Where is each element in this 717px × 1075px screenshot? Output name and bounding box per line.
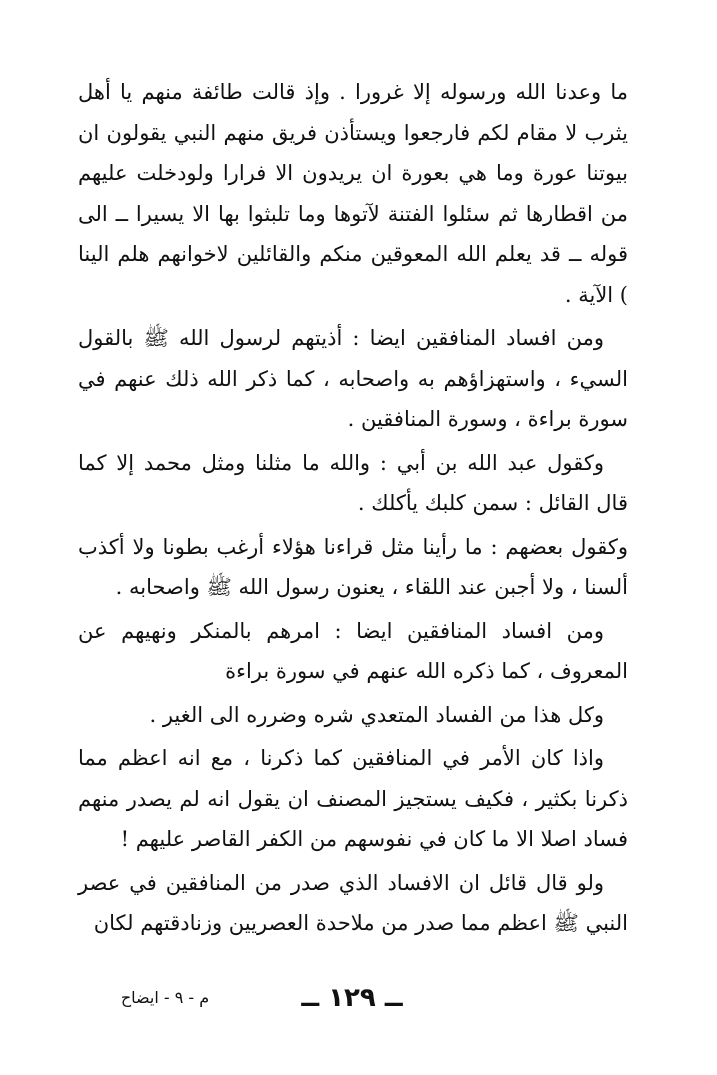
paragraph-comparison: ولو قال قائل ان الافساد الذي صدر من المنافقين في عصر النبي ﷺ اعظم مما صدر من ملاحدة العصريين وزنادقتهم لكان (78, 870, 628, 935)
paragraph-enjoining-evil: ومن افساد المنافقين ايضا : امرهم بالمنكر ونهيهم عن المعروف ، كما ذكره الله عنهم في سورة براءة (78, 618, 628, 683)
printer-signature: م - ٩ - ايضاح (120, 988, 210, 1007)
paragraph-quran-quote: ما وعدنا الله ورسوله إلا غرورا . وإذ قالت طائفة منهم يا أهل يثرب لا مقام لكم فارجعوا ويستأذن فريق منهم النبي يقولون ان بيوتنا عورة وما هي بعورة ان يريدون الا فرارا ولودخلت عليهم من اقطارها ثم سئلوا الفتنة لآتوها وما تلبثوا بها الا يسيرا ــ الى قوله ــ قد يعلم الله المعوقين منكم والقائلين لاخوانهم هلم الينا ) الآية . (78, 80, 628, 307)
page-number: ــ ١٢٩ ــ (301, 983, 403, 1013)
paragraph-hypocrites-insult: ومن افساد المنافقين ايضا : أذيتهم لرسول الله ﷺ بالقول السيء ، واستهزاؤهم به واصحابه ، كما ذكر الله ذلك عنهم في سورة براءة ، وسورة المنافقين . (78, 326, 628, 431)
page-text (78, 72, 628, 944)
paragraph-abdullah-ibn-ubayy: وكقول عبد الله بن أبي : والله ما مثلنا ومثل محمد إلا كما قال القائل : سمن كلبك يأكلك . (78, 450, 628, 515)
page-footer (0, 978, 717, 1018)
paragraph-author-critique: واذا كان الأمر في المنافقين كما ذكرنا ، مع انه اعظم مما ذكرنا بكثير ، فكيف يستجيز المصنف ان يقول انه لم يصدر منهم فساد اصلا الا ما كان في نفوسهم من الكفر القاصر عليهم ! (78, 746, 628, 851)
paragraph-transgressive-corruption: وكل هذا من الفساد المتعدي شره وضرره الى الغير . (149, 702, 604, 727)
paragraph-some-of-them: وكقول بعضهم : ما رأينا مثل قراءنا هؤلاء أرغب بطونا ولا أكذب ألسنا ، ولا أجبن عند اللقاء ، يعنون رسول الله ﷺ واصحابه . (78, 534, 628, 599)
